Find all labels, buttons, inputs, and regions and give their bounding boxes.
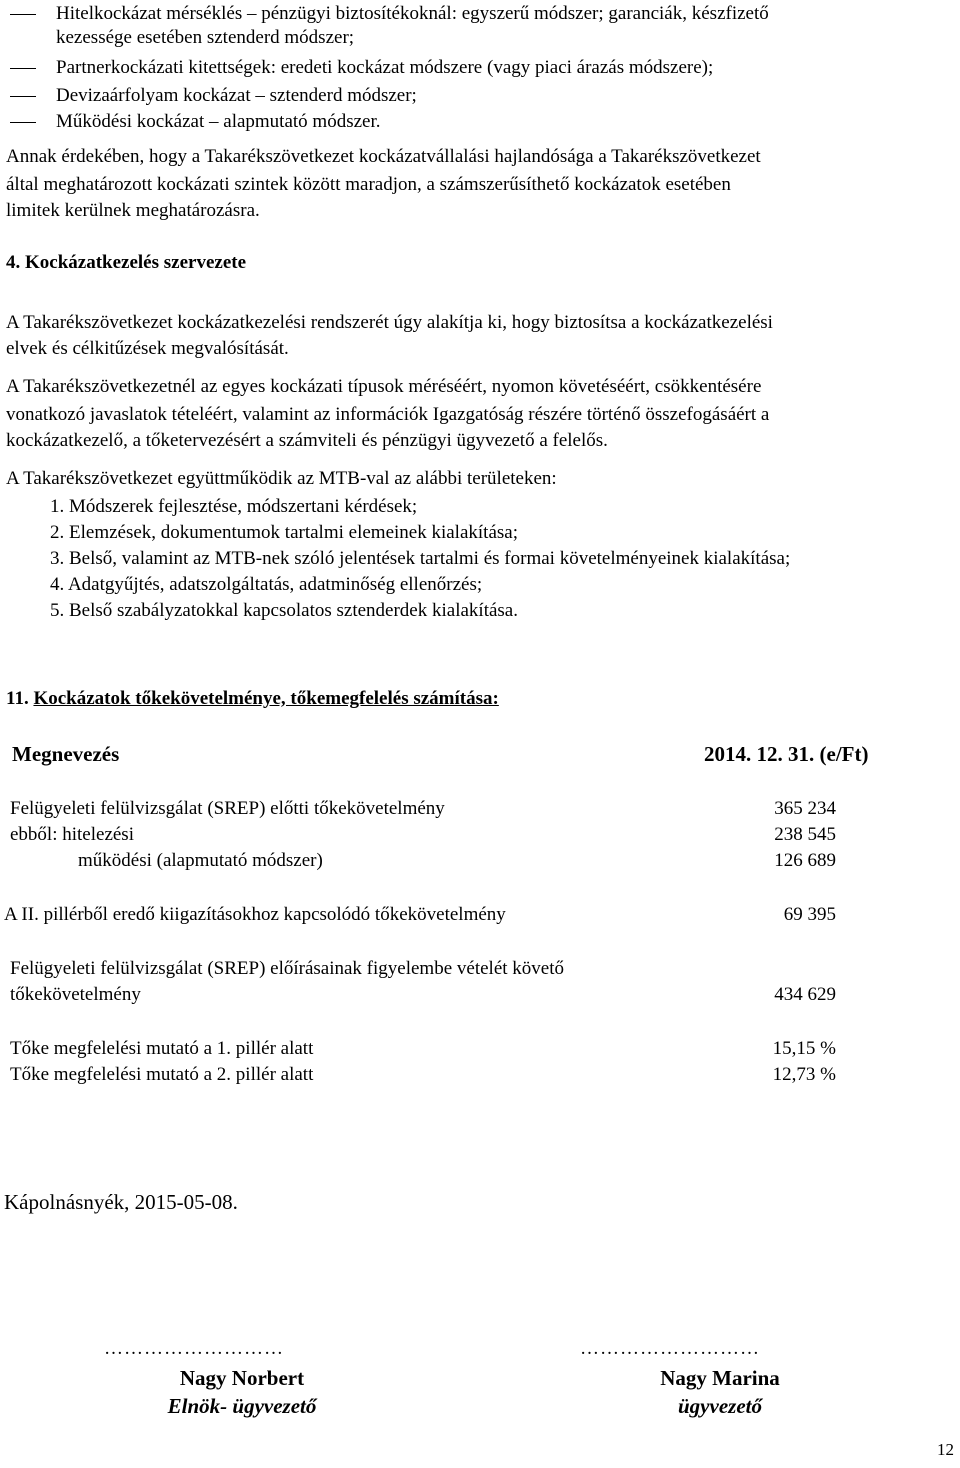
section-4-para2-line: kockázatkezelő, a tőketervezésért a számviteli és pénzügyi ügyvezető a felelős. — [6, 430, 608, 451]
section-11-title-text: Kockázatok tőkekövetelménye, tőkemegfelelés számítása: — [33, 688, 499, 709]
intro-line: Annak érdekében, hogy a Takarékszövetkezet kockázatvállalási hajlandósága a Takarékszövetkezet — [6, 146, 761, 167]
table-row-label: Felügyeleti felülvizsgálat (SREP) előtti tőkekövetelmény — [10, 798, 445, 819]
signature-name: Nagy Marina — [660, 1366, 780, 1390]
section-11-title — [6, 688, 499, 710]
signature-role: Elnök- ügyvezető — [167, 1394, 317, 1418]
signature-name: Nagy Norbert — [179, 1366, 305, 1390]
signature-right — [580, 1338, 860, 1360]
table-row-label: tőkekövetelmény — [10, 984, 141, 1005]
bullet-item — [10, 108, 381, 136]
signature-dots: ……………………… — [104, 1338, 284, 1359]
table-row-label: működési (alapmutató módszer) — [78, 850, 323, 871]
intro-line: limitek kerülnek meghatározásra. — [6, 200, 260, 221]
table-row-label: Tőke megfelelési mutató a 1. pillér alatt — [10, 1038, 314, 1059]
table-row-value: 434 629 — [774, 984, 836, 1005]
signature-left — [104, 1338, 384, 1360]
section-4-title: 4. Kockázatkezelés szervezete — [6, 252, 247, 273]
table-row-value: 238 545 — [774, 824, 836, 845]
section-4-para1-line: A Takarékszövetkezet kockázatkezelési rendszerét úgy alakítja ki, hogy biztosítsa a kockázatkezelési — [6, 312, 773, 333]
bullet-text: Működési kockázat – alapmutató módszer. — [56, 111, 381, 132]
table-row-value: 15,15 % — [772, 1038, 836, 1059]
table-header-value: 2014. 12. 31. (e/Ft) — [704, 742, 869, 766]
table-row-label: A II. pillérből eredő kiigazításokhoz kapcsolódó tőkekövetelmény — [4, 904, 506, 925]
table-row-label: Felügyeleti felülvizsgálat (SREP) előírásainak figyelembe vételét követő — [10, 958, 564, 979]
coop-item: 1. Módszerek fejlesztése, módszertani kérdések; — [50, 496, 418, 517]
table-row-value: 12,73 % — [772, 1064, 836, 1085]
coop-item: 3. Belső, valamint az MTB-nek szóló jelentések tartalmi és formai követelményeinek kialakítása; — [50, 548, 791, 569]
intro-line: által meghatározott kockázati szintek között maradjon, a számszerűsíthető kockázatok esetében — [6, 174, 731, 195]
coop-intro: A Takarékszövetkezet együttműködik az MTB-val az alábbi területeken: — [6, 468, 557, 489]
bullet-item — [10, 54, 713, 82]
coop-item: 2. Elemzések, dokumentumok tartalmi elemeinek kialakítása; — [50, 522, 518, 543]
table-row-label: Tőke megfelelési mutató a 2. pillér alatt — [10, 1064, 314, 1085]
dash-marker — [10, 68, 36, 69]
dash-marker — [10, 96, 36, 97]
table-header-name: Megnevezés — [12, 742, 120, 766]
table-row-value: 126 689 — [774, 850, 836, 871]
table-row-label: ebből: hitelezési — [10, 824, 134, 845]
dash-marker — [10, 122, 36, 123]
place-date: Kápolnásnyék, 2015-05-08. — [4, 1190, 238, 1214]
signature-dots: ……………………… — [580, 1338, 760, 1359]
page-number: 12 — [937, 1440, 954, 1459]
table-row-value: 69 395 — [783, 904, 836, 925]
bullet-text: kezessége esetében sztenderd módszer; — [56, 27, 355, 48]
section-4-para1-line: elvek és célkitűzések megvalósítását. — [6, 338, 289, 359]
coop-item: 5. Belső szabályzatokkal kapcsolatos sztenderdek kialakítása. — [50, 600, 518, 621]
section-4-para2-line: vonatkozó javaslatok tételéért, valamint az információk Igazgatóság részére történő összefogásáért a — [6, 404, 770, 425]
section-11-number: 11. — [6, 688, 29, 709]
bullet-text: Devizaárfolyam kockázat – sztenderd módszer; — [56, 85, 417, 106]
signature-role: ügyvezető — [678, 1394, 762, 1418]
bullet-text: Partnerkockázati kitettségek: eredeti kockázat módszere (vagy piaci árazás módszere); — [56, 57, 714, 78]
table-row-value: 365 234 — [774, 798, 836, 819]
bullet-item — [10, 82, 417, 110]
coop-item: 4. Adatgyűjtés, adatszolgáltatás, adatminőség ellenőrzés; — [50, 574, 483, 595]
bullet-continuation — [56, 24, 354, 52]
bullet-text: Hitelkockázat mérséklés – pénzügyi biztosítékoknál: egyszerű módszer; garanciák, készfizető — [56, 3, 769, 24]
dash-marker — [10, 14, 36, 15]
section-4-para2-line: A Takarékszövetkezetnél az egyes kockázati típusok méréséért, nyomon követéséért, csökkentésére — [6, 376, 762, 397]
